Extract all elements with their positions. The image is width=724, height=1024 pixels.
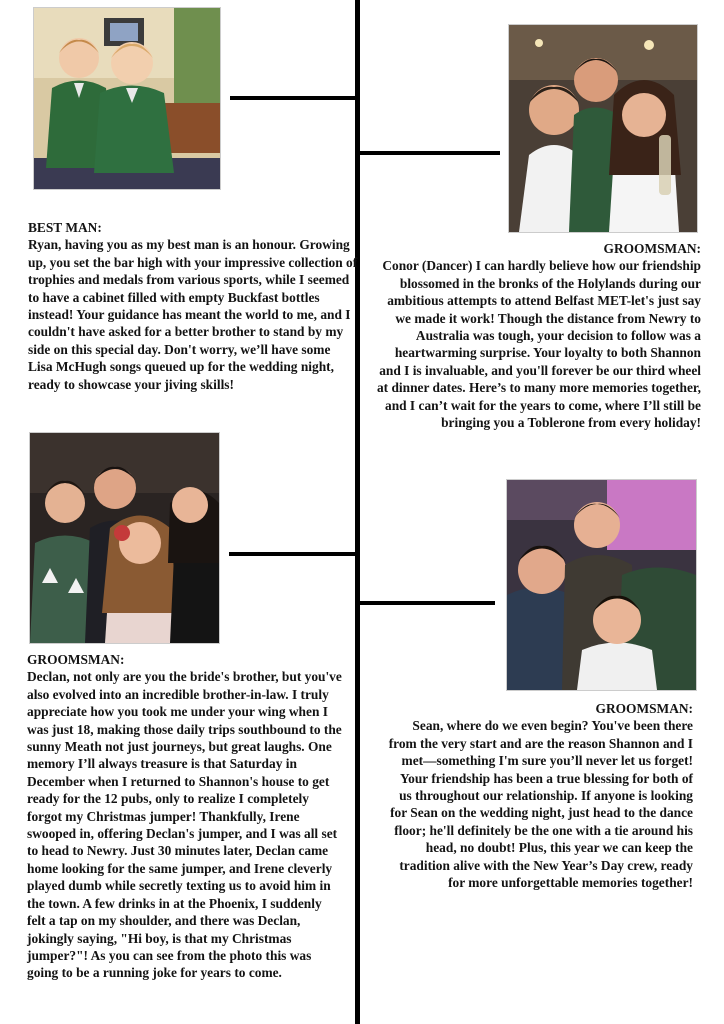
groomsman-declan-photo [29,432,220,644]
groomsman-sean-heading: GROOMSMAN: [595,701,693,716]
groomsman-conor-photo [508,24,698,233]
groomsman-sean-section [384,700,693,891]
best-man-body: Ryan, having you as my best man is an honour. Growing up, you set the bar high with your impressive collection of trophies and medals from various sports, while I seemed to have a cabinet filled with empty Buckfast bottles instead! Your guidance has meant the world to me, and I couldn't have asked for a better brother to stand by my side on this special day. Don't worry, we’ll have some Lisa McHugh songs queued up for the wedding night, ready to showcase your jiving skills! [28,237,358,392]
groomsman-declan-section [27,651,342,982]
timeline-branch-1 [230,96,358,100]
timeline-branch-3 [229,552,358,556]
best-man-section [28,219,358,393]
best-man-photo [33,7,221,190]
groomsman-sean-photo [506,479,697,691]
groomsman-declan-body: Declan, not only are you the bride's brother, but you've also evolved into an incredible brother-in-law. I truly appreciate how you took me under your wing when I was just 18, making those daily trips southbound to the sunny Meath not just journeys, but great laughs. One memory I’ll always treasure is that Saturday in December when I returned to Shannon's house to get ready for the 12 pubs, only to realize I completely forgot my Christmas jumper! Thankfully, Irene swooped in, offering Declan's jumper, and I was all set to head to Newry. Just 30 minutes later, Declan came home looking for the same jumper, and Irene cleverly played dumb while secretly texting us to avoid him in the town. A few drinks in at the Phoenix, I suddenly felt a tap on my shoulder, and there was Declan, jokingly saying, "Hi boy, is that my Christmas jumper?"! As you can see from the photo this was going to be a running joke for years to come. [27,669,342,981]
timeline-branch-2 [358,151,500,155]
timeline-branch-4 [358,601,495,605]
groomsman-conor-heading: GROOMSMAN: [603,241,701,256]
groomsman-conor-body: Conor (Dancer) I can hardly believe how our friendship blossomed in the bronks of the Holylands during our ambitious attempts to attend Belfast MET-let's just say we made it work! Though the distance from Newry to Australia was tough, your decision to follow was a heartwarming surprise. Your loyalty to both Shannon and I is invaluable, and you'll forever be our third wheel at dinner dates. Here’s to many more memories together, and I can’t wait for the years to come, where I’ll still be bringing you a Toblerone from every holiday! [376,258,701,431]
groomsman-declan-heading: GROOMSMAN: [27,652,125,667]
best-man-heading: BEST MAN: [28,220,102,235]
groomsman-conor-section [372,240,701,431]
groomsman-sean-body: Sean, where do we even begin? You've been there from the very start and are the reason Shannon and I met—something I'm sure you’ll never let us forget! Your friendship has been a true blessing for both of us throughout our relationship. If anyone is looking for Sean on the wedding night, just head to the dance floor; he'll definitely be the one with a tie around his head, no doubt! Plus, this year we can keep the tradition alive with the New Year’s Day crew, ready for more unforgettable memories together! [388,718,693,891]
